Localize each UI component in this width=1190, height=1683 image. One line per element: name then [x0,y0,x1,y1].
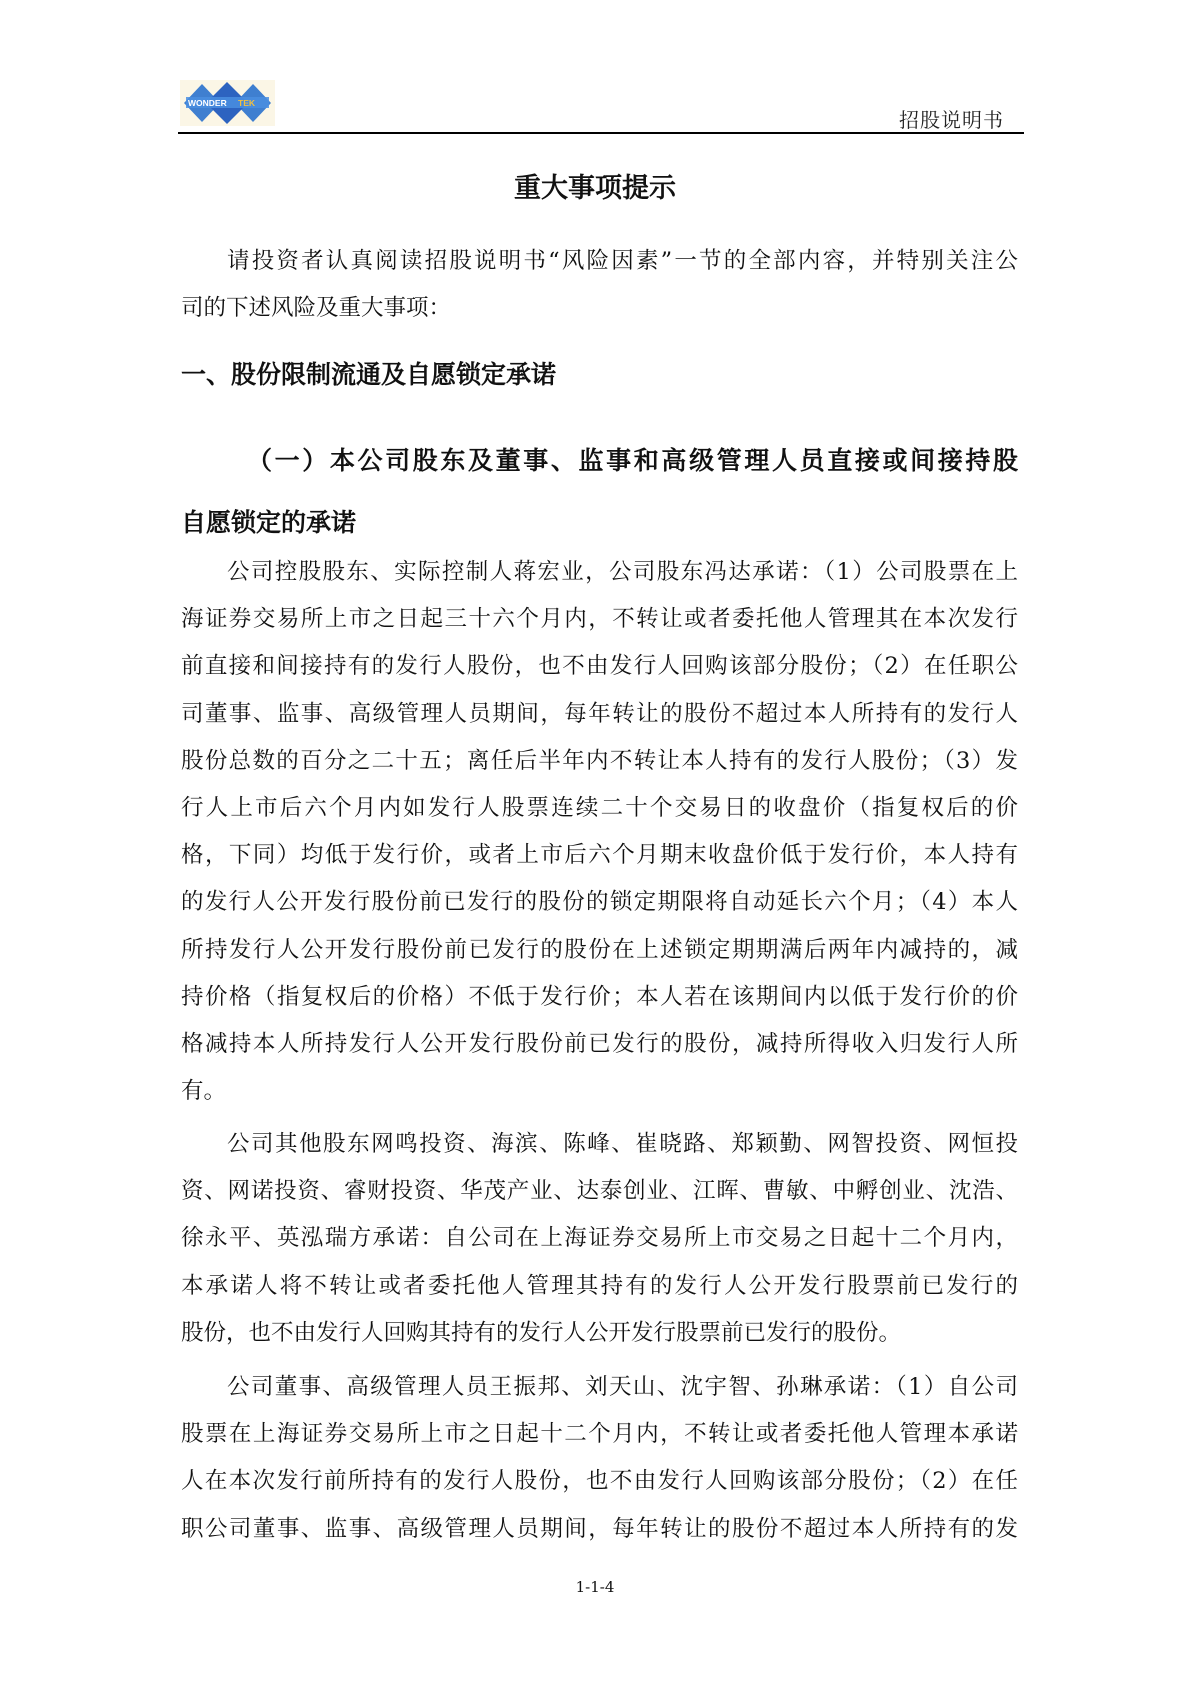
header-divider [178,132,1024,134]
subsection-heading [181,430,1018,554]
text-line: 公司控股股东、实际控制人蒋宏业，公司股东冯达承诺：（1）公司股票在上 [227,559,1018,585]
text-line: 公司其他股东网鸣投资、海滨、陈峰、崔晓路、郑颖勤、网智投资、网恒投 [227,1131,1018,1157]
text-line: 格，下同）均低于发行价，或者上市后六个月期末收盘价低于发行价，本人持有 [181,842,1018,869]
text-line: 格减持本人所持发行人公开发行股份前已发行的股份，减持所得收入归发行人所 [181,1030,1018,1057]
text-line: 徐永平、英泓瑞方承诺：自公司在上海证券交易所上市交易之日起十二个月内， [181,1225,1018,1252]
svg-text:TEK: TEK [238,98,255,108]
text-line: 司的下述风险及重大事项： [181,295,452,322]
text-line: 股票在上海证券交易所上市之日起十二个月内，不转让或者委托他人管理本承诺 [181,1421,1018,1448]
page-number: 1-1-4 [575,1578,615,1596]
text-line: 前直接和间接持有的发行人股份，也不由发行人回购该部分股份；（2）在任职公 [181,653,1018,680]
svg-text:WONDER: WONDER [188,98,227,108]
text-line: 职公司董事、监事、高级管理人员期间，每年转让的股份不超过本人所持有的发 [181,1515,1018,1542]
text-line: 有。 [181,1078,227,1105]
text-line: 行人上市后六个月内如发行人股票连续二十个交易日的收盘价（指复权后的价 [181,794,1018,821]
text-line: 公司董事、高级管理人员王振邦、刘天山、沈宇智、孙琳承诺：（1）自公司 [227,1374,1018,1400]
text-line: 海证券交易所上市之日起三十六个月内，不转让或者委托他人管理其在本次发行 [181,606,1018,633]
heading-line: （一）本公司股东及董事、监事和高级管理人员直接或间接持股 [247,446,1018,475]
company-logo [180,80,275,126]
text-line: 人在本次发行前所持有的发行人股份，也不由发行人回购该部分股份；（2）在任 [181,1468,1018,1495]
text-line: 司董事、监事、高级管理人员期间，每年转让的股份不超过本人所持有的发行人 [181,700,1018,727]
text-line: 资、网诺投资、睿财投资、华茂产业、达泰创业、江晖、曹敏、中孵创业、沈浩、 [181,1178,1018,1205]
text-line: 持价格（指复权后的价格）不低于发行价；本人若在该期间内以低于发行价的价 [181,983,1018,1010]
body-paragraph [181,549,1018,1115]
text-line: 所持发行人公开发行股份前已发行的股份在上述锁定期期满后两年内减持的，减 [181,936,1018,963]
text-line: 请投资者认真阅读招股说明书“风险因素”一节的全部内容，并特别关注公 [227,248,1018,274]
heading-line: 自愿锁定的承诺 [181,508,357,537]
page-title: 重大事项提示 [514,173,676,204]
document-type-label: 招股说明书 [899,108,1004,132]
text-line: 本承诺人将不转让或者委托他人管理其持有的发行人公开发行股票前已发行的 [181,1272,1018,1299]
text-line: 的发行人公开发行股份前已发行的股份的锁定期限将自动延长六个月；（4）本人 [181,889,1018,916]
section-heading: 一、股份限制流通及自愿锁定承诺 [181,360,557,389]
body-paragraph [181,1121,1018,1357]
intro-paragraph [181,238,1018,332]
text-line: 股份，也不由发行人回购其持有的发行人公开发行股票前已发行的股份。 [181,1319,902,1346]
text-line: 股份总数的百分之二十五；离任后半年内不转让本人持有的发行人股份；（3）发 [181,747,1018,774]
body-paragraph [181,1364,1018,1553]
